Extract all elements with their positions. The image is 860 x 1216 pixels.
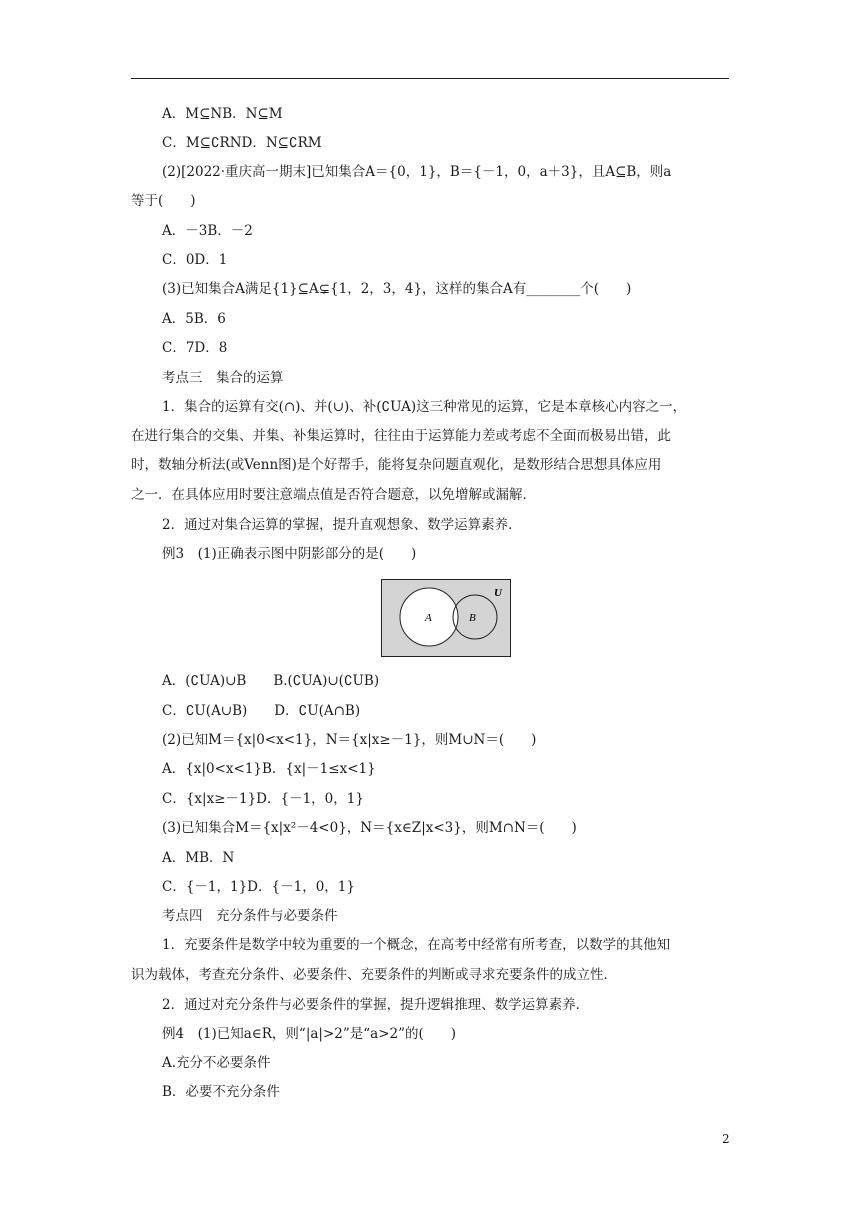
paragraph-line: 之一．在具体应用时要注意端点值是否符合题意，以免增解或漏解． xyxy=(131,487,536,503)
paragraph-line: 1．充要条件是数学中较为重要的一个概念，在高考中经常有所考查，以数学的其他知 xyxy=(162,937,671,953)
section-heading: 考点四 充分条件与必要条件 xyxy=(162,908,338,924)
question-line: 等于( ) xyxy=(131,193,196,209)
option-line: C．∁U(A∪B) D．∁U(A∩B) xyxy=(162,703,361,719)
paragraph-line: 2．通过对充分条件与必要条件的掌握，提升逻辑推理、数学运算素养． xyxy=(162,997,590,1013)
option-line: C．7D．8 xyxy=(162,340,228,356)
example-line: 例4 (1)已知a∈R，则“|a|>2”是“a>2”的( ) xyxy=(162,1026,457,1042)
paragraph-line: 1．集合的运算有交(∩)、并(∪)、补(∁UA)这三种常见的运算，它是本章核心内容之一， xyxy=(162,399,687,415)
option-line: A．－3B．－2 xyxy=(162,223,253,239)
question-line: (2)已知M＝{x|0<x<1}，N＝{x|x≥－1}，则M∪N＝( ) xyxy=(162,732,537,748)
question-line: (3)已知集合M＝{x|x²－4<0}，N＝{x∈Z|x<3}，则M∩N＝( ) xyxy=(162,820,577,836)
paragraph-line: 在进行集合的交集、并集、补集运算时，往往由于运算能力差或考虑不全面而极易出错，此 xyxy=(131,428,671,444)
option-line: A．5B．6 xyxy=(162,311,226,327)
option-line: C．0D．1 xyxy=(162,252,228,268)
option-line: C．M⊆∁RND．N⊆∁RM xyxy=(162,135,322,151)
option-line: A．{x|0<x<1}B．{x|－1≤x<1} xyxy=(162,761,376,777)
section-heading: 考点三 集合的运算 xyxy=(162,370,284,386)
option-line: A．M⊆NB．N⊆M xyxy=(162,106,283,122)
venn-label-b: B xyxy=(469,612,476,624)
venn-diagram xyxy=(381,579,511,657)
venn-label-u: U xyxy=(494,587,502,599)
option-line: C．{－1，1}D．{－1，0，1} xyxy=(162,879,355,895)
page-number: 2 xyxy=(722,1132,730,1146)
example-line: 例3 (1)正确表示图中阴影部分的是( ) xyxy=(162,546,417,562)
question-line: (2)[2022·重庆高一期末]已知集合A＝{0，1}，B＝{－1，0，a＋3}，且A⊆B，则a xyxy=(162,164,672,180)
venn-label-a: A xyxy=(425,612,432,624)
paragraph-line: 识为载体，考查充分条件、必要条件、充要条件的判断或寻求充要条件的成立性． xyxy=(131,967,617,983)
option-line: C．{x|x≥－1}D．{－1，0，1} xyxy=(162,791,364,807)
paragraph-line: 2．通过对集合运算的掌握，提升直观想象、数学运算素养． xyxy=(162,517,522,533)
option-line: A．MB．N xyxy=(162,850,235,866)
header-rule xyxy=(131,78,729,79)
question-line: (3)已知集合A满足{1}⊆A⊊{1，2，3，4}，这样的集合A有________个( ) xyxy=(162,281,632,297)
option-line: B．必要不充分条件 xyxy=(162,1084,280,1100)
option-line: A.充分不必要条件 xyxy=(162,1055,271,1071)
option-line: A．(∁UA)∪B B.(∁UA)∪(∁UB) xyxy=(162,673,380,689)
paragraph-line: 时，数轴分析法(或Venn图)是个好帮手，能将复杂问题直观化，是数形结合思想具体应用 xyxy=(131,457,662,473)
